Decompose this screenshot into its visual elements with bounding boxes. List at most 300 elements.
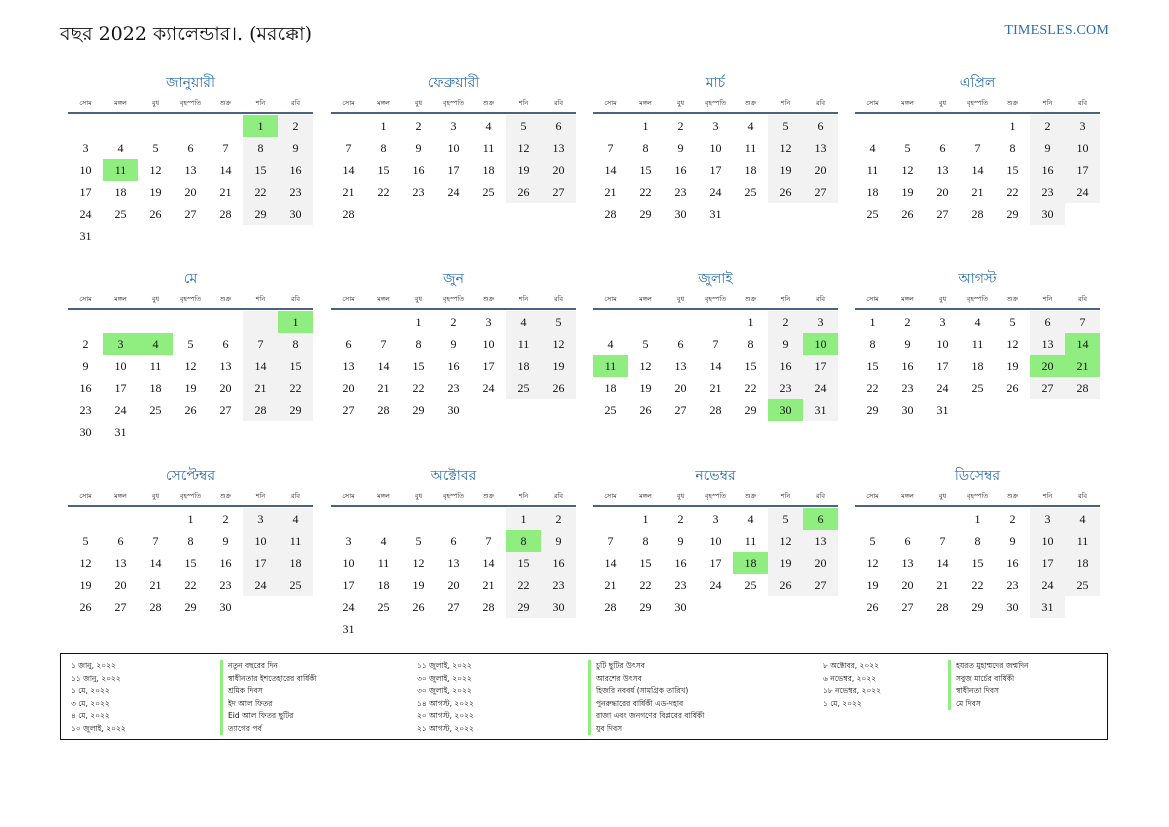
- empty-cell: [138, 508, 173, 530]
- day-cell: 27: [1030, 377, 1065, 399]
- day-cell: 6: [450, 534, 457, 548]
- day-cell: 7: [939, 534, 946, 548]
- day-cell: 12: [768, 137, 803, 159]
- day-cell: 23: [541, 574, 576, 596]
- weekday-label: মঙ্গল: [901, 492, 914, 500]
- day-cell: 24: [243, 574, 278, 596]
- day-cell: 12: [184, 359, 197, 373]
- weekday-label: বুধ: [938, 99, 947, 107]
- weekday-label: বৃহস্পতি: [704, 295, 727, 303]
- day-cell: 17: [1030, 552, 1065, 574]
- day-cell: 12: [866, 556, 879, 570]
- empty-cell: [855, 508, 890, 530]
- weekday-label: বৃহস্পতি: [179, 492, 202, 500]
- day-cell: 27: [674, 403, 687, 417]
- weekday-label: শুক্র: [744, 492, 757, 500]
- month-name: জানুয়ারী: [166, 75, 215, 91]
- day-cell: 6: [187, 141, 194, 155]
- day-cell: 8: [187, 534, 194, 548]
- weekday-label: সোম: [79, 99, 92, 107]
- day-cell: 4: [607, 337, 614, 351]
- legend-dates-3: [823, 660, 881, 710]
- empty-cell: [68, 115, 103, 137]
- day-cell: 18: [744, 163, 757, 177]
- day-cell: 3: [803, 311, 838, 333]
- day-cell: 31: [1030, 596, 1065, 618]
- weekday-label: শুক্র: [219, 295, 232, 303]
- day-cell: 21: [971, 185, 984, 199]
- empty-cell: [68, 508, 103, 530]
- day-cell: 3: [1030, 508, 1065, 530]
- empty-cell: [593, 115, 628, 137]
- legend-date: ১১ জানু, ২০২২: [71, 673, 121, 683]
- weekday-label: শুক্র: [219, 492, 232, 500]
- weekday-label: রবি: [553, 492, 564, 500]
- day-grid: [855, 311, 1100, 421]
- weekday-label: রবি: [815, 492, 826, 500]
- day-cell: 4: [278, 508, 313, 530]
- day-cell: 12: [79, 556, 92, 570]
- day-cell: 29: [639, 600, 652, 614]
- legend-holiday-name: মে দিবস: [956, 698, 981, 708]
- weekday-label: সোম: [866, 492, 879, 500]
- legend-names-1: [228, 660, 317, 735]
- month-name: ডিসেম্বর: [954, 468, 1001, 484]
- holiday-day-cell: 8: [506, 530, 541, 552]
- day-cell: 19: [184, 381, 197, 395]
- day-cell: 22: [639, 578, 652, 592]
- day-cell: 26: [412, 600, 425, 614]
- day-cell: 18: [866, 185, 879, 199]
- day-cell: 19: [506, 159, 541, 181]
- empty-cell: [103, 311, 138, 333]
- day-cell: 10: [482, 337, 495, 351]
- weekday-label: শুক্র: [482, 492, 495, 500]
- day-cell: 27: [184, 207, 197, 221]
- day-cell: 1: [1009, 119, 1016, 133]
- weekday-label: বৃহস্পতি: [966, 492, 989, 500]
- day-cell: 30: [278, 203, 313, 225]
- day-cell: 19: [768, 552, 803, 574]
- day-cell: 17: [709, 163, 722, 177]
- empty-cell: [698, 311, 733, 333]
- day-cell: 21: [604, 185, 617, 199]
- day-cell: 7: [607, 534, 614, 548]
- day-cell: 6: [345, 337, 352, 351]
- legend-holiday-name: Eid আল ফিতর ছুটির: [228, 711, 294, 720]
- holiday-day-cell: 18: [733, 552, 768, 574]
- day-cell: 25: [482, 185, 495, 199]
- day-cell: 20: [447, 578, 460, 592]
- day-cell: 9: [450, 337, 457, 351]
- weekday-label: শুক্র: [482, 99, 495, 107]
- day-cell: 14: [243, 355, 278, 377]
- legend-date: ৩০ জুলাই, ২০২২: [417, 673, 472, 683]
- day-cell: 19: [768, 159, 803, 181]
- holiday-day-cell: 20: [1030, 355, 1065, 377]
- weekday-header: [331, 94, 576, 114]
- day-cell: 28: [219, 207, 232, 221]
- day-cell: 21: [149, 578, 162, 592]
- day-cell: 19: [1006, 359, 1019, 373]
- day-cell: 22: [506, 574, 541, 596]
- legend-date: ১ মে, ২০২২: [823, 698, 862, 708]
- day-cell: 9: [677, 141, 684, 155]
- day-cell: 2: [82, 337, 89, 351]
- day-cell: 27: [541, 181, 576, 203]
- brand-link[interactable]: TIMESLES.COM: [1004, 23, 1109, 38]
- weekday-label: মঙ্গল: [377, 99, 390, 107]
- day-cell: 29: [506, 596, 541, 618]
- day-cell: 11: [971, 337, 984, 351]
- legend-date: ৪ মে, ২০২২: [71, 711, 110, 720]
- day-cell: 5: [1009, 315, 1016, 329]
- empty-cell: [331, 311, 366, 333]
- weekday-label: মঙ্গল: [639, 295, 652, 303]
- day-cell: 4: [747, 512, 754, 526]
- weekday-label: শুক্র: [1006, 295, 1019, 303]
- page-title: বছর 2022 ক্যালেন্ডার।. (মরক্কো): [60, 23, 313, 45]
- month-name: ফেব্রুয়ারী: [427, 75, 480, 91]
- day-cell: 9: [415, 141, 422, 155]
- day-cell: 15: [971, 556, 984, 570]
- empty-cell: [138, 115, 173, 137]
- legend-holiday-name: হিজরি নববর্ষ (সামগ্রিক তারিখ): [596, 686, 689, 695]
- day-cell: 20: [184, 185, 197, 199]
- day-cell: 4: [747, 119, 754, 133]
- legend-holiday-name: যুব দিবস: [596, 723, 623, 733]
- day-cell: 13: [447, 556, 460, 570]
- day-cell: 18: [482, 163, 495, 177]
- weekday-label: সোম: [342, 99, 355, 107]
- day-cell: 4: [869, 141, 876, 155]
- day-cell: 13: [114, 556, 127, 570]
- day-cell: 26: [149, 207, 162, 221]
- day-cell: 3: [1065, 115, 1100, 137]
- legend-date: ৬ নভেম্বর, ২০২২: [823, 673, 877, 683]
- empty-cell: [890, 115, 925, 137]
- day-cell: 22: [184, 578, 197, 592]
- day-cell: 8: [974, 534, 981, 548]
- day-cell: 17: [1065, 159, 1100, 181]
- day-cell: 15: [184, 556, 197, 570]
- day-cell: 18: [604, 381, 617, 395]
- day-cell: 1: [380, 119, 387, 133]
- empty-cell: [173, 115, 208, 137]
- day-cell: 27: [342, 403, 355, 417]
- day-cell: 2: [677, 512, 684, 526]
- day-cell: 1: [869, 315, 876, 329]
- day-cell: 14: [936, 556, 949, 570]
- weekday-label: শনি: [1042, 99, 1053, 107]
- weekday-label: সোম: [866, 295, 879, 303]
- day-cell: 3: [450, 119, 457, 133]
- day-cell: 18: [114, 185, 127, 199]
- day-cell: 2: [415, 119, 422, 133]
- day-cell: 22: [744, 381, 757, 395]
- day-cell: 24: [114, 403, 127, 417]
- day-cell: 16: [674, 556, 687, 570]
- day-cell: 24: [936, 381, 949, 395]
- legend-date: ২১ আগস্ট, ২০২২: [417, 723, 474, 733]
- legend-date: ১ জানু, ২০২২: [71, 661, 116, 670]
- day-cell: 9: [82, 359, 89, 373]
- day-cell: 10: [1065, 137, 1100, 159]
- day-cell: 2: [1030, 115, 1065, 137]
- day-cell: 4: [117, 141, 124, 155]
- day-cell: 21: [219, 185, 232, 199]
- weekday-label: বৃহস্পতি: [704, 492, 727, 500]
- empty-cell: [925, 115, 960, 137]
- day-cell: 8: [642, 534, 649, 548]
- day-cell: 21: [604, 578, 617, 592]
- day-cell: 27: [114, 600, 127, 614]
- month-calendar: [68, 465, 313, 618]
- day-cell: 12: [149, 163, 162, 177]
- day-cell: 5: [152, 141, 159, 155]
- weekday-header: [331, 290, 576, 310]
- day-cell: 28: [342, 207, 355, 221]
- day-cell: 29: [243, 203, 278, 225]
- day-cell: 17: [803, 355, 838, 377]
- empty-cell: [103, 115, 138, 137]
- day-cell: 19: [412, 578, 425, 592]
- weekday-label: শনি: [518, 295, 529, 303]
- day-cell: 3: [485, 315, 492, 329]
- weekday-label: বুধ: [414, 99, 423, 107]
- day-cell: 26: [768, 181, 803, 203]
- legend-holiday-name: আরশের উৎসব: [596, 673, 642, 683]
- day-cell: 5: [869, 534, 876, 548]
- day-cell: 6: [677, 337, 684, 351]
- weekday-label: রবি: [1077, 492, 1088, 500]
- day-cell: 2: [1009, 512, 1016, 526]
- day-cell: 15: [1006, 163, 1019, 177]
- day-cell: 11: [482, 141, 495, 155]
- day-cell: 22: [639, 185, 652, 199]
- day-cell: 1: [747, 315, 754, 329]
- weekday-header: [68, 290, 313, 310]
- day-cell: 28: [604, 600, 617, 614]
- day-cell: 23: [1030, 181, 1065, 203]
- day-cell: 29: [412, 403, 425, 417]
- weekday-label: সোম: [79, 492, 92, 500]
- day-cell: 6: [541, 115, 576, 137]
- empty-cell: [68, 311, 103, 333]
- day-cell: 16: [1006, 556, 1019, 570]
- day-cell: 16: [674, 163, 687, 177]
- legend-date: ১৮ নভেম্বর, ২০২২: [823, 686, 882, 695]
- day-cell: 9: [1009, 534, 1016, 548]
- day-cell: 30: [1006, 600, 1019, 614]
- day-cell: 5: [768, 115, 803, 137]
- day-cell: 28: [709, 403, 722, 417]
- weekday-label: বৃহস্পতি: [442, 492, 465, 500]
- day-cell: 8: [278, 333, 313, 355]
- day-cell: 4: [506, 311, 541, 333]
- day-cell: 29: [866, 403, 879, 417]
- legend-names-2: [596, 660, 704, 735]
- month-name: মার্চ: [705, 75, 726, 91]
- day-cell: 25: [604, 403, 617, 417]
- weekday-label: মঙ্গল: [639, 492, 652, 500]
- day-cell: 7: [1065, 311, 1100, 333]
- day-cell: 1: [415, 315, 422, 329]
- day-cell: 7: [712, 337, 719, 351]
- day-cell: 10: [342, 556, 355, 570]
- legend-bar: [220, 660, 223, 735]
- day-cell: 25: [278, 574, 313, 596]
- day-cell: 12: [639, 359, 652, 373]
- empty-cell: [103, 508, 138, 530]
- weekday-label: রবি: [290, 492, 301, 500]
- month-name: জুন: [443, 271, 464, 287]
- weekday-label: সোম: [866, 99, 879, 107]
- day-cell: 20: [219, 381, 232, 395]
- legend-holiday-name: শ্রমিক দিবস: [228, 686, 263, 695]
- legend-holiday-name: স্বাধীনতার ইশতেহারের বার্ষিকী: [228, 673, 317, 683]
- holiday-day-cell: 6: [803, 508, 838, 530]
- day-cell: 7: [222, 141, 229, 155]
- day-cell: 13: [219, 359, 232, 373]
- day-cell: 26: [1006, 381, 1019, 395]
- day-cell: 12: [901, 163, 914, 177]
- legend-holiday-name: ত্যাগের পর্ব: [228, 723, 262, 733]
- weekday-label: শুক্র: [744, 99, 757, 107]
- day-cell: 24: [1065, 181, 1100, 203]
- month-calendar: [68, 268, 313, 443]
- legend-date: ১০ জুলাই, ২০২২: [71, 723, 126, 733]
- day-cell: 28: [936, 600, 949, 614]
- weekday-label: বৃহস্পতি: [442, 295, 465, 303]
- day-cell: 27: [803, 181, 838, 203]
- day-cell: 9: [768, 333, 803, 355]
- day-cell: 11: [506, 333, 541, 355]
- day-cell: 10: [936, 337, 949, 351]
- day-cell: 11: [149, 359, 162, 373]
- day-cell: 17: [342, 578, 355, 592]
- legend-date: ১১ জুলাই, ২০২২: [417, 661, 472, 670]
- weekday-label: শনি: [255, 99, 266, 107]
- month-name: সেপ্টেম্বর: [165, 468, 216, 484]
- day-cell: 5: [506, 115, 541, 137]
- day-cell: 10: [709, 534, 722, 548]
- day-cell: 24: [342, 600, 355, 614]
- day-cell: 9: [278, 137, 313, 159]
- day-cell: 4: [1065, 508, 1100, 530]
- weekday-label: রবি: [290, 295, 301, 303]
- holiday-day-cell: 30: [768, 399, 803, 421]
- day-cell: 21: [936, 578, 949, 592]
- day-cell: 9: [1030, 137, 1065, 159]
- day-cell: 20: [803, 159, 838, 181]
- day-cell: 30: [79, 425, 92, 439]
- day-cell: 6: [222, 337, 229, 351]
- day-grid: [331, 508, 576, 640]
- legend-holiday-name: স্বাধীনতা দিবস: [956, 686, 999, 695]
- weekday-header: [593, 94, 838, 114]
- legend-date: ৩ মে, ২০২২: [71, 698, 110, 708]
- day-cell: 24: [482, 381, 495, 395]
- empty-cell: [243, 311, 278, 333]
- day-cell: 1: [187, 512, 194, 526]
- day-cell: 29: [971, 600, 984, 614]
- day-cell: 15: [639, 556, 652, 570]
- day-cell: 29: [639, 207, 652, 221]
- holiday-day-cell: 11: [593, 355, 628, 377]
- day-cell: 3: [939, 315, 946, 329]
- day-cell: 1: [642, 512, 649, 526]
- weekday-label: মঙ্গল: [639, 99, 652, 107]
- day-cell: 15: [278, 355, 313, 377]
- day-cell: 6: [1030, 311, 1065, 333]
- day-cell: 20: [901, 578, 914, 592]
- day-cell: 9: [541, 530, 576, 552]
- day-cell: 12: [541, 333, 576, 355]
- weekday-label: শনি: [780, 492, 791, 500]
- day-cell: 23: [674, 578, 687, 592]
- day-cell: 11: [1065, 530, 1100, 552]
- day-cell: 17: [709, 556, 722, 570]
- month-calendar: [593, 72, 838, 225]
- day-cell: 18: [971, 359, 984, 373]
- day-cell: 29: [1006, 207, 1019, 221]
- day-cell: 15: [506, 552, 541, 574]
- day-cell: 23: [79, 403, 92, 417]
- day-cell: 14: [604, 163, 617, 177]
- day-cell: 10: [79, 163, 92, 177]
- weekday-label: বুধ: [676, 99, 685, 107]
- weekday-label: শনি: [255, 492, 266, 500]
- day-cell: 15: [412, 359, 425, 373]
- empty-cell: [173, 311, 208, 333]
- day-cell: 16: [278, 159, 313, 181]
- weekday-label: বুধ: [676, 295, 685, 303]
- day-cell: 27: [936, 207, 949, 221]
- weekday-label: রবি: [1077, 99, 1088, 107]
- weekday-label: মঙ্গল: [114, 492, 127, 500]
- day-cell: 30: [674, 600, 687, 614]
- day-cell: 21: [243, 377, 278, 399]
- weekday-label: বৃহস্পতি: [442, 99, 465, 107]
- day-cell: 15: [866, 359, 879, 373]
- weekday-label: বৃহস্পতি: [966, 295, 989, 303]
- weekday-label: শনি: [780, 99, 791, 107]
- day-cell: 30: [541, 596, 576, 618]
- day-cell: 29: [744, 403, 757, 417]
- weekday-label: রবি: [815, 295, 826, 303]
- day-cell: 25: [1065, 574, 1100, 596]
- day-cell: 7: [152, 534, 159, 548]
- weekday-header: [331, 487, 576, 507]
- legend-holiday-name: চুটি ছুটির উৎসব: [596, 661, 645, 670]
- weekday-header: [855, 487, 1100, 507]
- weekday-header: [68, 487, 313, 507]
- day-cell: 6: [939, 141, 946, 155]
- weekday-label: শনি: [1042, 295, 1053, 303]
- day-cell: 14: [709, 359, 722, 373]
- day-cell: 3: [243, 508, 278, 530]
- weekday-label: সোম: [79, 295, 92, 303]
- empty-cell: [925, 508, 960, 530]
- day-cell: 17: [447, 163, 460, 177]
- day-cell: 7: [607, 141, 614, 155]
- empty-cell: [890, 508, 925, 530]
- day-cell: 5: [541, 311, 576, 333]
- legend-bar: [948, 660, 951, 710]
- day-cell: 13: [901, 556, 914, 570]
- day-cell: 26: [639, 403, 652, 417]
